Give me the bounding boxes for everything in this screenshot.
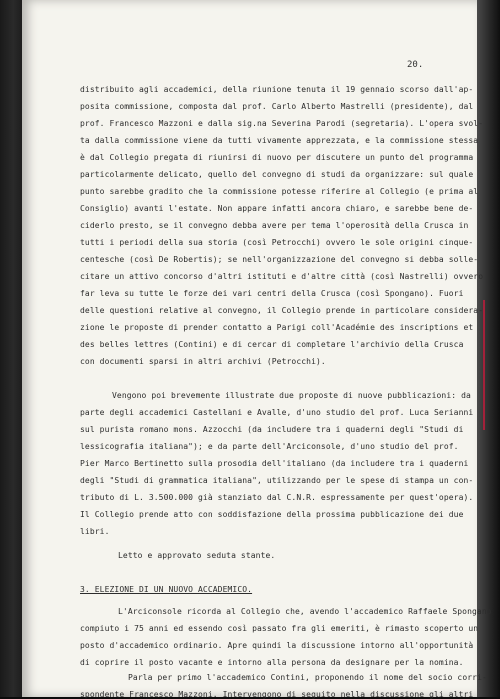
- margin-red-mark: [483, 300, 485, 430]
- text-line: distribuito agli accademici, della riunione tenuta il 19 gennaio scorso dall'ap-: [80, 85, 474, 94]
- text-line: citare un attivo concorso d'altri istituti e d'altre città (così Nastrelli) ovvero: [80, 272, 484, 281]
- page-edge: [477, 0, 500, 697]
- text-line: di coprire il posto vacante e intorno alla persona da designare per la nomina.: [80, 658, 464, 667]
- book-binding: [0, 0, 22, 697]
- text-line: Vengono poi brevemente illustrate due proposte di nuove pubblicazioni: da: [112, 391, 471, 400]
- text-line: posto d'accademico ordinario. Apre quindi la discussione intorno all'opportunità: [80, 641, 474, 650]
- text-line: degli "Studi di grammatica italiana", utilizzando per le spese di stampa un con-: [80, 476, 474, 485]
- text-line: compiuto i 75 anni ed essendo così passato fra gli emeriti, è rimasto scoperto un: [80, 624, 479, 633]
- text-line: ta dalla commissione viene da tutti vivamente apprezzata, e la commissione stessa: [80, 136, 479, 145]
- text-line: posita commissione, composta dal prof. Carlo Alberto Mastrelli (presidente), dal: [80, 102, 474, 111]
- text-line: è dal Collegio pregata di riunirsi di nuovo per discutere un punto del programma: [80, 153, 474, 162]
- text-line: zione le proposte di prender contatto a Parigi coll'Académie des inscriptions et: [80, 323, 474, 332]
- text-line: con documenti sparsi in altri archivi (Petrocchi).: [80, 357, 326, 366]
- text-line: lessicografia italiana"); e da parte dell'Arciconsole, d'uno studio del prof.: [80, 442, 459, 451]
- text-line: punto sarebbe gradito che la commissione potesse riferire al Collegio (e prima al: [80, 187, 479, 196]
- text-line: Consiglio) avanti l'estate. Non appare infatti ancora chiaro, e sarebbe bene de-: [80, 204, 474, 213]
- text-line: des belles lettres (Contini) e di cercar di completare l'archivio della Crusca: [80, 340, 464, 349]
- text-line: Parla per primo l'accademico Contini, proponendo il nome del socio corri-: [128, 673, 487, 682]
- page-number: 20.: [407, 60, 424, 70]
- text-line: Pier Marco Bertinetto sulla prosodia dell'italiano (da includere tra i quaderni: [80, 459, 469, 468]
- text-line: spondente Francesco Mazzoni. Intervengono di seguito nella discussione gli altri: [80, 690, 474, 699]
- text-line: Il Collegio prende atto con soddisfazione della prossima pubblicazione dei due: [80, 510, 464, 519]
- text-line: libri.: [80, 527, 110, 536]
- text-line: prof. Francesco Mazzoni e dalla sig.na Severina Parodi (segretaria). L'opera svol-: [80, 119, 484, 128]
- text-line: far leva su tutte le forze dei vari centri della Crusca (così Spongano). Fuori: [80, 289, 464, 298]
- text-line: sul purista romano mons. Azzocchi (da includere tra i quaderni degli "Studi di: [80, 425, 464, 434]
- text-line: L'Arciconsole ricorda al Collegio che, avendo l'accademico Raffaele Spongano: [118, 607, 492, 616]
- text-line: ciderlo presto, se il convegno debba avere per tema l'operosità della Crusca in: [80, 221, 469, 230]
- text-line: tutti i periodi della sua storia (così Petrocchi) ovvero le sole origini cinque-: [80, 238, 474, 247]
- text-line: parte degli accademici Castellani e Avalle, d'uno studio del prof. Luca Serianni: [80, 408, 474, 417]
- text-line: particolarmente delicato, quello del convegno di studi da organizzare: sul quale: [80, 170, 474, 179]
- section-heading: 3. ELEZIONE DI UN NUOVO ACCADEMICO.: [80, 585, 253, 594]
- text-line: Letto e approvato seduta stante.: [118, 551, 276, 560]
- text-line: delle questioni relative al convegno, il Collegio prende in particolare considera-: [80, 306, 484, 315]
- text-line: centesche (così De Robertis); se nell'organizzazione del convegno si debba solle-: [80, 255, 479, 264]
- text-line: tributo di L. 3.500.000 già stanziato dal C.N.R. espressamente per quest'opera).: [80, 493, 474, 502]
